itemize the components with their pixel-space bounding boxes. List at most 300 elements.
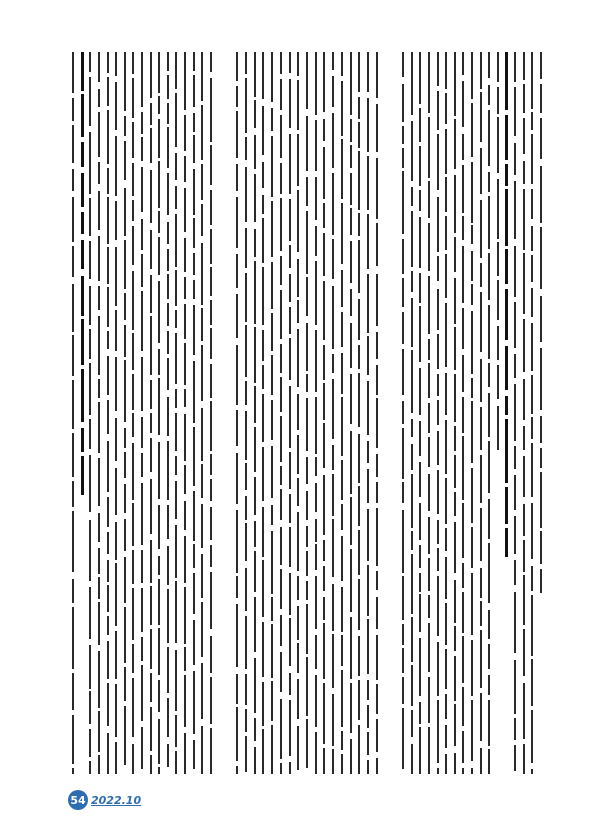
script-word bbox=[141, 254, 143, 287]
script-word bbox=[497, 406, 499, 450]
script-word bbox=[306, 323, 308, 371]
script-word bbox=[297, 679, 299, 719]
script-word bbox=[81, 369, 84, 422]
script-word bbox=[341, 312, 343, 347]
script-word bbox=[254, 747, 256, 774]
script-word bbox=[376, 104, 378, 152]
script-word bbox=[201, 602, 203, 657]
script-word bbox=[124, 141, 126, 180]
script-word bbox=[402, 648, 404, 673]
script-word bbox=[523, 118, 525, 154]
script-word bbox=[480, 455, 482, 503]
script-word bbox=[262, 162, 264, 188]
script-word bbox=[98, 236, 100, 281]
script-word bbox=[167, 274, 169, 299]
script-word bbox=[81, 94, 84, 137]
script-word bbox=[262, 682, 264, 726]
script-word bbox=[89, 363, 91, 415]
script-word bbox=[210, 52, 212, 72]
script-word bbox=[437, 52, 439, 86]
script-word bbox=[184, 304, 186, 339]
script-word bbox=[497, 280, 499, 320]
script-word bbox=[306, 526, 308, 547]
script-word bbox=[262, 560, 264, 617]
script-word bbox=[323, 597, 325, 620]
script-word bbox=[89, 520, 91, 581]
script-word bbox=[471, 52, 473, 99]
script-word bbox=[315, 732, 317, 774]
script-word bbox=[193, 620, 195, 665]
script-word bbox=[367, 705, 369, 728]
script-word bbox=[158, 161, 160, 208]
script-word bbox=[445, 254, 447, 298]
script-word bbox=[531, 189, 533, 219]
script-word bbox=[150, 380, 152, 409]
script-word bbox=[488, 305, 490, 359]
script-word bbox=[236, 453, 238, 504]
script-word bbox=[280, 699, 282, 759]
script-word bbox=[236, 345, 238, 405]
script-word bbox=[175, 525, 177, 578]
script-word bbox=[158, 767, 160, 774]
script-word bbox=[358, 486, 360, 526]
script-word bbox=[367, 156, 369, 210]
script-word bbox=[158, 579, 160, 625]
script-word bbox=[428, 52, 430, 113]
script-word bbox=[332, 519, 334, 577]
script-word bbox=[462, 165, 464, 213]
script-word bbox=[471, 378, 473, 398]
script-word bbox=[462, 563, 464, 588]
script-word bbox=[184, 733, 186, 774]
script-word bbox=[141, 665, 143, 721]
script-word bbox=[462, 636, 464, 683]
script-word bbox=[454, 327, 456, 370]
script-word bbox=[297, 478, 299, 506]
script-word bbox=[167, 103, 169, 124]
script-word bbox=[167, 52, 169, 71]
script-word bbox=[350, 323, 352, 368]
script-word bbox=[358, 299, 360, 340]
script-word bbox=[271, 136, 273, 197]
script-word bbox=[411, 531, 413, 550]
script-word bbox=[376, 482, 378, 503]
script-word bbox=[107, 683, 109, 726]
script-word bbox=[124, 452, 126, 478]
script-word bbox=[505, 528, 508, 557]
script-word bbox=[323, 281, 325, 340]
script-word bbox=[158, 378, 160, 435]
script-word bbox=[210, 479, 212, 501]
script-word bbox=[289, 494, 291, 523]
script-word bbox=[236, 674, 238, 704]
script-word bbox=[98, 162, 100, 184]
script-word bbox=[437, 576, 439, 636]
script-word bbox=[402, 84, 404, 122]
script-word bbox=[523, 319, 525, 372]
script-word bbox=[193, 427, 195, 486]
script-word bbox=[497, 365, 499, 399]
script-word bbox=[540, 416, 542, 443]
script-word bbox=[210, 677, 212, 724]
script-word bbox=[254, 597, 256, 652]
script-word bbox=[262, 729, 264, 774]
script-word bbox=[236, 52, 238, 81]
script-word bbox=[280, 569, 282, 609]
script-word bbox=[254, 658, 256, 713]
script-word bbox=[72, 433, 74, 477]
script-word bbox=[488, 543, 490, 603]
script-word bbox=[271, 505, 273, 525]
script-word bbox=[150, 103, 152, 125]
script-word bbox=[210, 401, 212, 451]
script-word bbox=[201, 345, 203, 401]
script-word bbox=[402, 239, 404, 274]
script-word bbox=[280, 256, 282, 285]
script-word bbox=[124, 667, 126, 701]
script-word bbox=[175, 481, 177, 519]
script-word bbox=[254, 327, 256, 383]
script-word bbox=[523, 629, 525, 676]
script-word bbox=[411, 665, 413, 706]
script-word bbox=[514, 745, 516, 771]
script-word bbox=[193, 305, 195, 355]
script-word bbox=[280, 344, 282, 373]
script-word bbox=[98, 52, 100, 82]
script-word bbox=[437, 431, 439, 465]
script-word bbox=[167, 546, 169, 585]
script-word bbox=[297, 576, 299, 600]
script-word bbox=[428, 474, 430, 511]
script-word bbox=[454, 626, 456, 651]
script-word bbox=[132, 226, 134, 265]
script-word bbox=[210, 507, 212, 540]
script-word bbox=[167, 589, 169, 643]
script-word bbox=[358, 579, 360, 630]
script-word bbox=[262, 218, 264, 263]
script-word bbox=[454, 119, 456, 169]
script-word bbox=[540, 569, 542, 593]
script-word bbox=[141, 727, 143, 769]
script-word bbox=[323, 52, 325, 112]
script-word bbox=[107, 331, 109, 349]
script-word bbox=[367, 336, 369, 375]
script-word bbox=[245, 736, 247, 772]
script-word bbox=[271, 108, 273, 131]
script-word bbox=[124, 240, 126, 289]
script-word bbox=[341, 587, 343, 632]
script-word bbox=[488, 253, 490, 300]
script-word bbox=[245, 381, 247, 405]
script-word bbox=[376, 454, 378, 477]
script-word bbox=[471, 573, 473, 635]
script-word bbox=[132, 163, 134, 196]
script-word bbox=[89, 198, 91, 236]
script-word bbox=[115, 82, 117, 130]
script-word bbox=[184, 156, 186, 182]
script-word bbox=[358, 725, 360, 774]
script-word bbox=[540, 296, 542, 342]
script-word bbox=[402, 401, 404, 424]
script-word bbox=[210, 364, 212, 398]
script-word bbox=[262, 195, 264, 214]
script-word bbox=[514, 660, 516, 714]
script-word bbox=[454, 580, 456, 623]
script-word bbox=[262, 52, 264, 99]
script-word bbox=[107, 110, 109, 164]
script-word bbox=[115, 136, 117, 196]
script-word bbox=[210, 454, 212, 475]
script-word bbox=[98, 513, 100, 542]
script-word bbox=[72, 246, 74, 277]
script-word bbox=[306, 277, 308, 316]
script-word bbox=[193, 491, 195, 541]
script-word bbox=[411, 350, 413, 413]
script-word bbox=[350, 119, 352, 142]
script-word bbox=[81, 142, 84, 167]
script-word bbox=[445, 420, 447, 474]
script-word bbox=[323, 683, 325, 744]
script-word bbox=[72, 335, 74, 376]
script-word bbox=[445, 216, 447, 250]
script-word bbox=[358, 373, 360, 427]
script-word bbox=[236, 576, 238, 598]
script-word bbox=[462, 592, 464, 633]
script-word bbox=[454, 374, 456, 422]
script-word bbox=[289, 700, 291, 756]
script-word bbox=[488, 644, 490, 669]
script-word bbox=[72, 715, 74, 764]
script-word bbox=[332, 239, 334, 279]
script-word bbox=[428, 403, 430, 433]
script-word bbox=[445, 177, 447, 212]
script-word bbox=[540, 472, 542, 528]
script-word bbox=[488, 363, 490, 387]
script-word bbox=[289, 338, 291, 380]
script-word bbox=[107, 497, 109, 527]
script-word bbox=[531, 417, 533, 439]
script-word bbox=[428, 181, 430, 218]
script-word bbox=[115, 357, 117, 411]
script-word bbox=[98, 548, 100, 574]
script-word bbox=[175, 650, 177, 711]
script-word bbox=[497, 326, 499, 360]
script-word bbox=[445, 528, 447, 551]
script-word bbox=[419, 594, 421, 632]
script-word bbox=[306, 719, 308, 768]
script-word bbox=[297, 259, 299, 297]
script-word bbox=[175, 413, 177, 451]
script-word bbox=[376, 635, 378, 680]
script-word bbox=[132, 550, 134, 584]
script-word bbox=[341, 635, 343, 666]
script-word bbox=[471, 401, 473, 463]
script-word bbox=[531, 226, 533, 251]
script-word bbox=[107, 641, 109, 679]
script-word bbox=[454, 753, 456, 774]
script-word bbox=[115, 522, 117, 560]
script-word bbox=[411, 187, 413, 206]
script-word bbox=[437, 256, 439, 281]
script-word bbox=[158, 505, 160, 549]
script-word bbox=[280, 198, 282, 251]
script-word bbox=[462, 768, 464, 774]
script-word bbox=[107, 77, 109, 106]
script-word bbox=[471, 162, 473, 223]
script-word bbox=[297, 190, 299, 252]
script-word bbox=[471, 700, 473, 761]
script-word bbox=[376, 365, 378, 395]
script-word bbox=[488, 196, 490, 249]
script-word bbox=[454, 455, 456, 488]
script-word bbox=[107, 287, 109, 327]
script-word bbox=[124, 325, 126, 357]
page-number-badge: 54 bbox=[68, 790, 88, 810]
script-word bbox=[132, 52, 134, 74]
script-word bbox=[411, 710, 413, 737]
script-word bbox=[358, 52, 360, 92]
script-word bbox=[471, 768, 473, 774]
script-word bbox=[72, 511, 74, 572]
script-word bbox=[445, 478, 447, 524]
script-word bbox=[306, 604, 308, 654]
script-word bbox=[411, 271, 413, 292]
script-word bbox=[358, 151, 360, 210]
script-word bbox=[411, 298, 413, 347]
script-word bbox=[497, 117, 499, 173]
script-word bbox=[280, 290, 282, 339]
script-word bbox=[141, 219, 143, 250]
script-word bbox=[167, 173, 169, 215]
script-word bbox=[236, 111, 238, 158]
script-word bbox=[115, 684, 117, 737]
script-word bbox=[411, 419, 413, 437]
script-word bbox=[419, 146, 421, 186]
script-word bbox=[505, 346, 508, 390]
script-word bbox=[132, 443, 134, 500]
script-word bbox=[262, 330, 264, 361]
script-word bbox=[437, 400, 439, 425]
script-word bbox=[341, 52, 343, 76]
script-word bbox=[132, 744, 134, 774]
script-word bbox=[280, 52, 282, 74]
script-word bbox=[158, 52, 160, 93]
script-word bbox=[514, 592, 516, 653]
script-word bbox=[376, 758, 378, 774]
script-word bbox=[376, 332, 378, 359]
script-word bbox=[289, 134, 291, 194]
script-word bbox=[523, 540, 525, 572]
script-word bbox=[531, 769, 533, 774]
script-word bbox=[323, 423, 325, 468]
script-word bbox=[411, 744, 413, 774]
script-word bbox=[332, 694, 334, 746]
script-word bbox=[141, 483, 143, 545]
script-word bbox=[175, 389, 177, 408]
script-word bbox=[289, 618, 291, 666]
script-word bbox=[98, 755, 100, 774]
script-word bbox=[315, 519, 317, 542]
script-word bbox=[445, 93, 447, 124]
script-word bbox=[150, 479, 152, 534]
script-word bbox=[341, 81, 343, 136]
script-word bbox=[445, 649, 447, 689]
script-word bbox=[271, 400, 273, 440]
script-word bbox=[514, 560, 516, 585]
script-word bbox=[98, 316, 100, 375]
script-word bbox=[271, 52, 273, 102]
script-word bbox=[193, 169, 195, 215]
script-word bbox=[297, 394, 299, 430]
script-word bbox=[158, 442, 160, 499]
script-word bbox=[402, 312, 404, 344]
script-word bbox=[523, 161, 525, 184]
script-word bbox=[289, 386, 291, 448]
script-word bbox=[306, 457, 308, 484]
script-word bbox=[89, 77, 91, 126]
script-word bbox=[175, 93, 177, 147]
script-word bbox=[115, 310, 117, 351]
script-word bbox=[367, 274, 369, 333]
script-word bbox=[350, 683, 352, 733]
script-word bbox=[245, 674, 247, 705]
script-word bbox=[488, 610, 490, 639]
script-word bbox=[480, 748, 482, 774]
script-word bbox=[280, 416, 282, 462]
script-word bbox=[471, 103, 473, 157]
script-word bbox=[350, 497, 352, 545]
script-word bbox=[367, 509, 369, 561]
script-word bbox=[497, 242, 499, 276]
script-word bbox=[297, 134, 299, 186]
script-word bbox=[306, 116, 308, 171]
script-word bbox=[471, 311, 473, 374]
script-word bbox=[107, 197, 109, 244]
script-word bbox=[193, 671, 195, 734]
script-word bbox=[254, 386, 256, 423]
script-word bbox=[210, 545, 212, 567]
script-word bbox=[402, 52, 404, 77]
script-word bbox=[132, 374, 134, 410]
script-word bbox=[89, 241, 91, 279]
script-word bbox=[193, 52, 195, 71]
script-word bbox=[297, 726, 299, 770]
script-word bbox=[523, 426, 525, 450]
script-word bbox=[184, 465, 186, 494]
script-word bbox=[350, 52, 352, 115]
script-word bbox=[132, 503, 134, 546]
script-word bbox=[115, 247, 117, 306]
script-word bbox=[531, 52, 533, 109]
script-word bbox=[367, 760, 369, 774]
script-word bbox=[462, 503, 464, 558]
script-word bbox=[262, 365, 264, 389]
script-word bbox=[124, 706, 126, 765]
script-word bbox=[411, 52, 413, 115]
script-word bbox=[193, 75, 195, 107]
script-word bbox=[462, 687, 464, 726]
script-word bbox=[280, 652, 282, 692]
script-word bbox=[167, 744, 169, 767]
script-word bbox=[488, 441, 490, 493]
script-word bbox=[175, 214, 177, 267]
script-word bbox=[271, 262, 273, 309]
script-word bbox=[332, 379, 334, 439]
script-word bbox=[437, 134, 439, 190]
script-word bbox=[289, 199, 291, 241]
script-word bbox=[89, 52, 91, 72]
script-word bbox=[332, 76, 334, 107]
